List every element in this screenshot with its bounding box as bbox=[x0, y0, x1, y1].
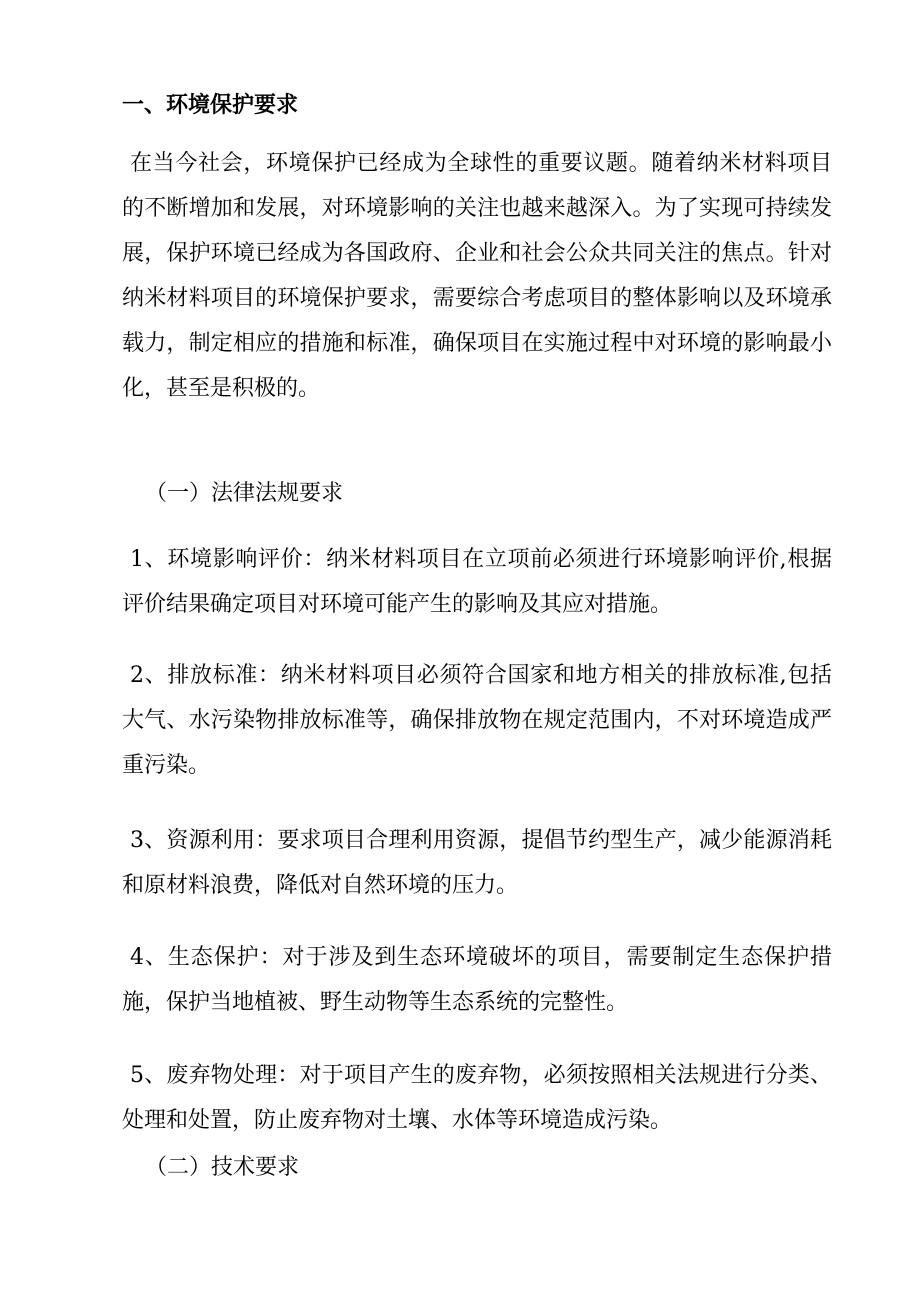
list-item: 3、资源利用：要求项目合理利用资源，提倡节约型生产，减少能源消耗和原材料浪费，降低对自然环境的压力。 bbox=[122, 828, 832, 898]
intro-paragraph: 在当今社会，环境保护已经成为全球性的重要议题。随着纳米材料项目的不断增加和发展，对环境影响的关注也越来越深入。为了实现可持续发展，保护环境已经成为各国政府、企业和社会公众共同关注的焦点。针对纳米材料项目的环境保护要求，需要综合考虑项目的整体影响以及环境承载力，制定相应的措施和标准，确保项目在实施过程中对环境的影响最小化，甚至是积极的。 bbox=[122, 151, 832, 401]
list-item: 5、废弃物处理：对于项目产生的废弃物，必须按照相关法规进行分类、处理和处置，防止废弃物对土壤、水体等环境造成污染。 bbox=[122, 1063, 832, 1133]
section-heading: 一、环境保护要求 bbox=[122, 92, 299, 118]
list-item: 1、环境影响评价：纳米材料项目在立项前必须进行环境影响评价,根据评价结果确定项目对环境可能产生的影响及其应对措施。 bbox=[122, 547, 832, 617]
subsection-title-legal: （一）法律法规要求 bbox=[145, 481, 344, 506]
list-item: 2、排放标准：纳米材料项目必须符合国家和地方相关的排放标准,包括大气、水污染物排放标准等，确保排放物在规定范围内，不对环境造成严重污染。 bbox=[122, 663, 832, 778]
subsection-title-technical: （二）技术要求 bbox=[145, 1155, 300, 1180]
list-item: 4、生态保护：对于涉及到生态环境破坏的项目，需要制定生态保护措施，保护当地植被、野生动物等生态系统的完整性。 bbox=[122, 945, 832, 1015]
